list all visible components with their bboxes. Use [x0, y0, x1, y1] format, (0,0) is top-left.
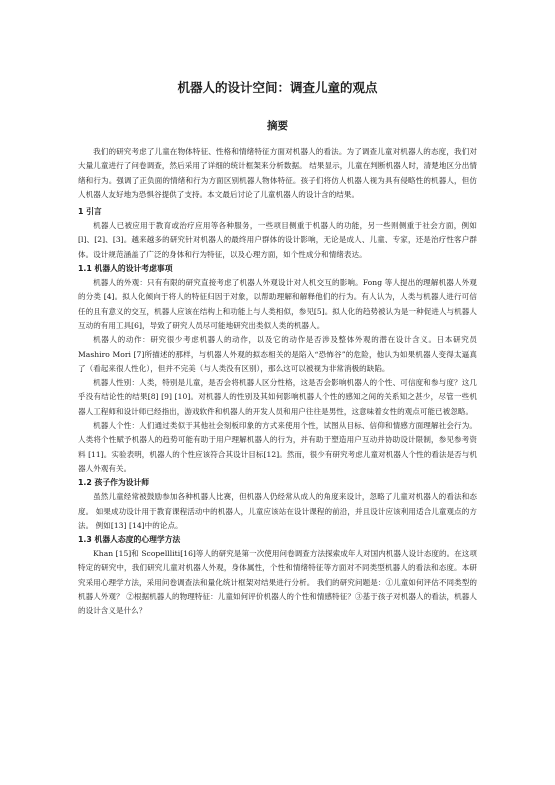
section-introduction [78, 205, 477, 262]
paragraph: 机器人性别：人类，特别是儿童，是否会将机器人区分性格，这是否会影响机器人的个性、可信度和参与度？这几乎没有结论性的结果[8] [9] [10]。对机器人的性别及其如何影响机器人个性的感知之间的关系知之甚少，尽管一些机器人工程师和设计师已经指出，游戏软件和机器人的开发人员和用户往往是男性，这意味着女性的观点可能已被忽略。 [78, 378, 477, 416]
paragraph: 机器人的动作：研究很少考虑机器人的动作，以及它的动作是否涉及整体外观的潜在设计含义。日本研究员 Mashiro Mori [7]所描述的那样，与机器人外观的拟态相关的是陷入“恐怖谷”的危险，他认为如果机器人变得太逼真了（看起来很人性化），但并不完美（与人类没有区别），那么这可以被视为非常消极的缺陷。 [78, 335, 477, 373]
section-heading: 1.3 机器人态度的心理学方法 [78, 535, 181, 545]
paragraph: Khan [15]和 Scopellliti[16]等人的研究是第一次使用问卷调查方法探索成年人对国内机器人设计态度的。在这项特定的研究中，我们研究儿童对机器人外观，身体属性，个性和情绪特征等方面对不同类型机器人的看法和态度。本研究采用心理学方法，采用问卷调查法和量化统计框架对结果进行分析。 我们的研究问题是：①儿童如何评估不同类型的机器人外观？ ②根据机器人的物理特征：儿童如何评价机器人的个性和情感特征？③基于孩子对机器人的看法，机器人的设计含义是什么？ [78, 549, 478, 616]
section-design-considerations [78, 262, 477, 476]
paragraph: 虽然儿童经常被鼓励参加各种机器人比赛，但机器人仍经常从成人的角度来设计，忽略了儿童对机器人的看法和态度。 如果成功设计用于教育课程活动中的机器人，儿童应该站在设计课程的前沿，并且设计应该利用适合儿童观点的方法。 例如[13] [14]中的论点。 [78, 492, 477, 530]
paper-title: 机器人的设计空间：调查儿童的观点 [177, 80, 378, 95]
section-heading: 1 引言 [78, 207, 102, 217]
section-children-as-designers [78, 476, 477, 533]
section-heading: 1.2 孩子作为设计师 [78, 478, 150, 488]
abstract-text: 我们的研究考虑了儿童在物体特征、性格和情绪特征方面对机器人的看法。为了调查儿童对机器人的态度，我们对大量儿童进行了问卷调查，然后采用了详细的统计框架来分析数据。 结果显示，儿童在判断机器人时，清楚地区分出情绪和行为。强调了正负面的情绪和行为方面区别机器人物体特征。孩子们将仿人机器人视为具有侵略性的机器人，但仿人机器人友好地为恐惧谷提供了支持。本文最后讨论了儿童机器人的设计含的结果。 [78, 147, 477, 199]
paragraph: 机器人个性：人们通过类似于其他社会刻板印象的方式来使用个性，试图从目标、信仰和情感方面理解社会行为。 人类将个性赋予机器人的趋势可能有助于用户理解机器人的行为，并有助于塑造用户互动并协助设计限制，参见参考资料 [11]。实验表明，机器人的个性应该符合其设计目标[12]。然而，很少有研究考虑儿童对机器人个性的看法是否与机器人外观有关。 [78, 421, 477, 473]
abstract [78, 118, 477, 202]
section-heading: 1.1 机器人的设计考虑事项 [78, 264, 173, 274]
abstract-heading: 摘要 [267, 120, 288, 132]
section-psychological-approach [78, 533, 477, 618]
paragraph: 机器人已被应用于教育或治疗应用等各种服务，一些项目侧重于机器人的功能，另一些则侧重于社会方面，例如[l]、[2]、[3]。越来越多的研究针对机器人的最终用户群体的设计影响，无论是成人、儿童、专家，还是治疗性客户群体。设计规范涵盖了广泛的身体和行为特征，以及心理方面，如个性成分和情绪表达。 [78, 221, 477, 259]
paragraph: 机器人的外观：只有有限的研究直接考虑了机器人外观设计对人机交互的影响。Fong 等人提出的理解机器人外观的分类 [4]。拟人化倾向于将人的特征归因于对象，以帮助理解和解释他们的行为。有人认为，人类与机器人进行可信任的且有意义的交互，机器人应该在结构上和功能上与人类相似，参见[5]。拟人化的趋势被认为是一种促进人与机器人互动的有用工具[6]，导致了研究人员尽可能地研究出类似人类的机器人。 [78, 278, 477, 330]
